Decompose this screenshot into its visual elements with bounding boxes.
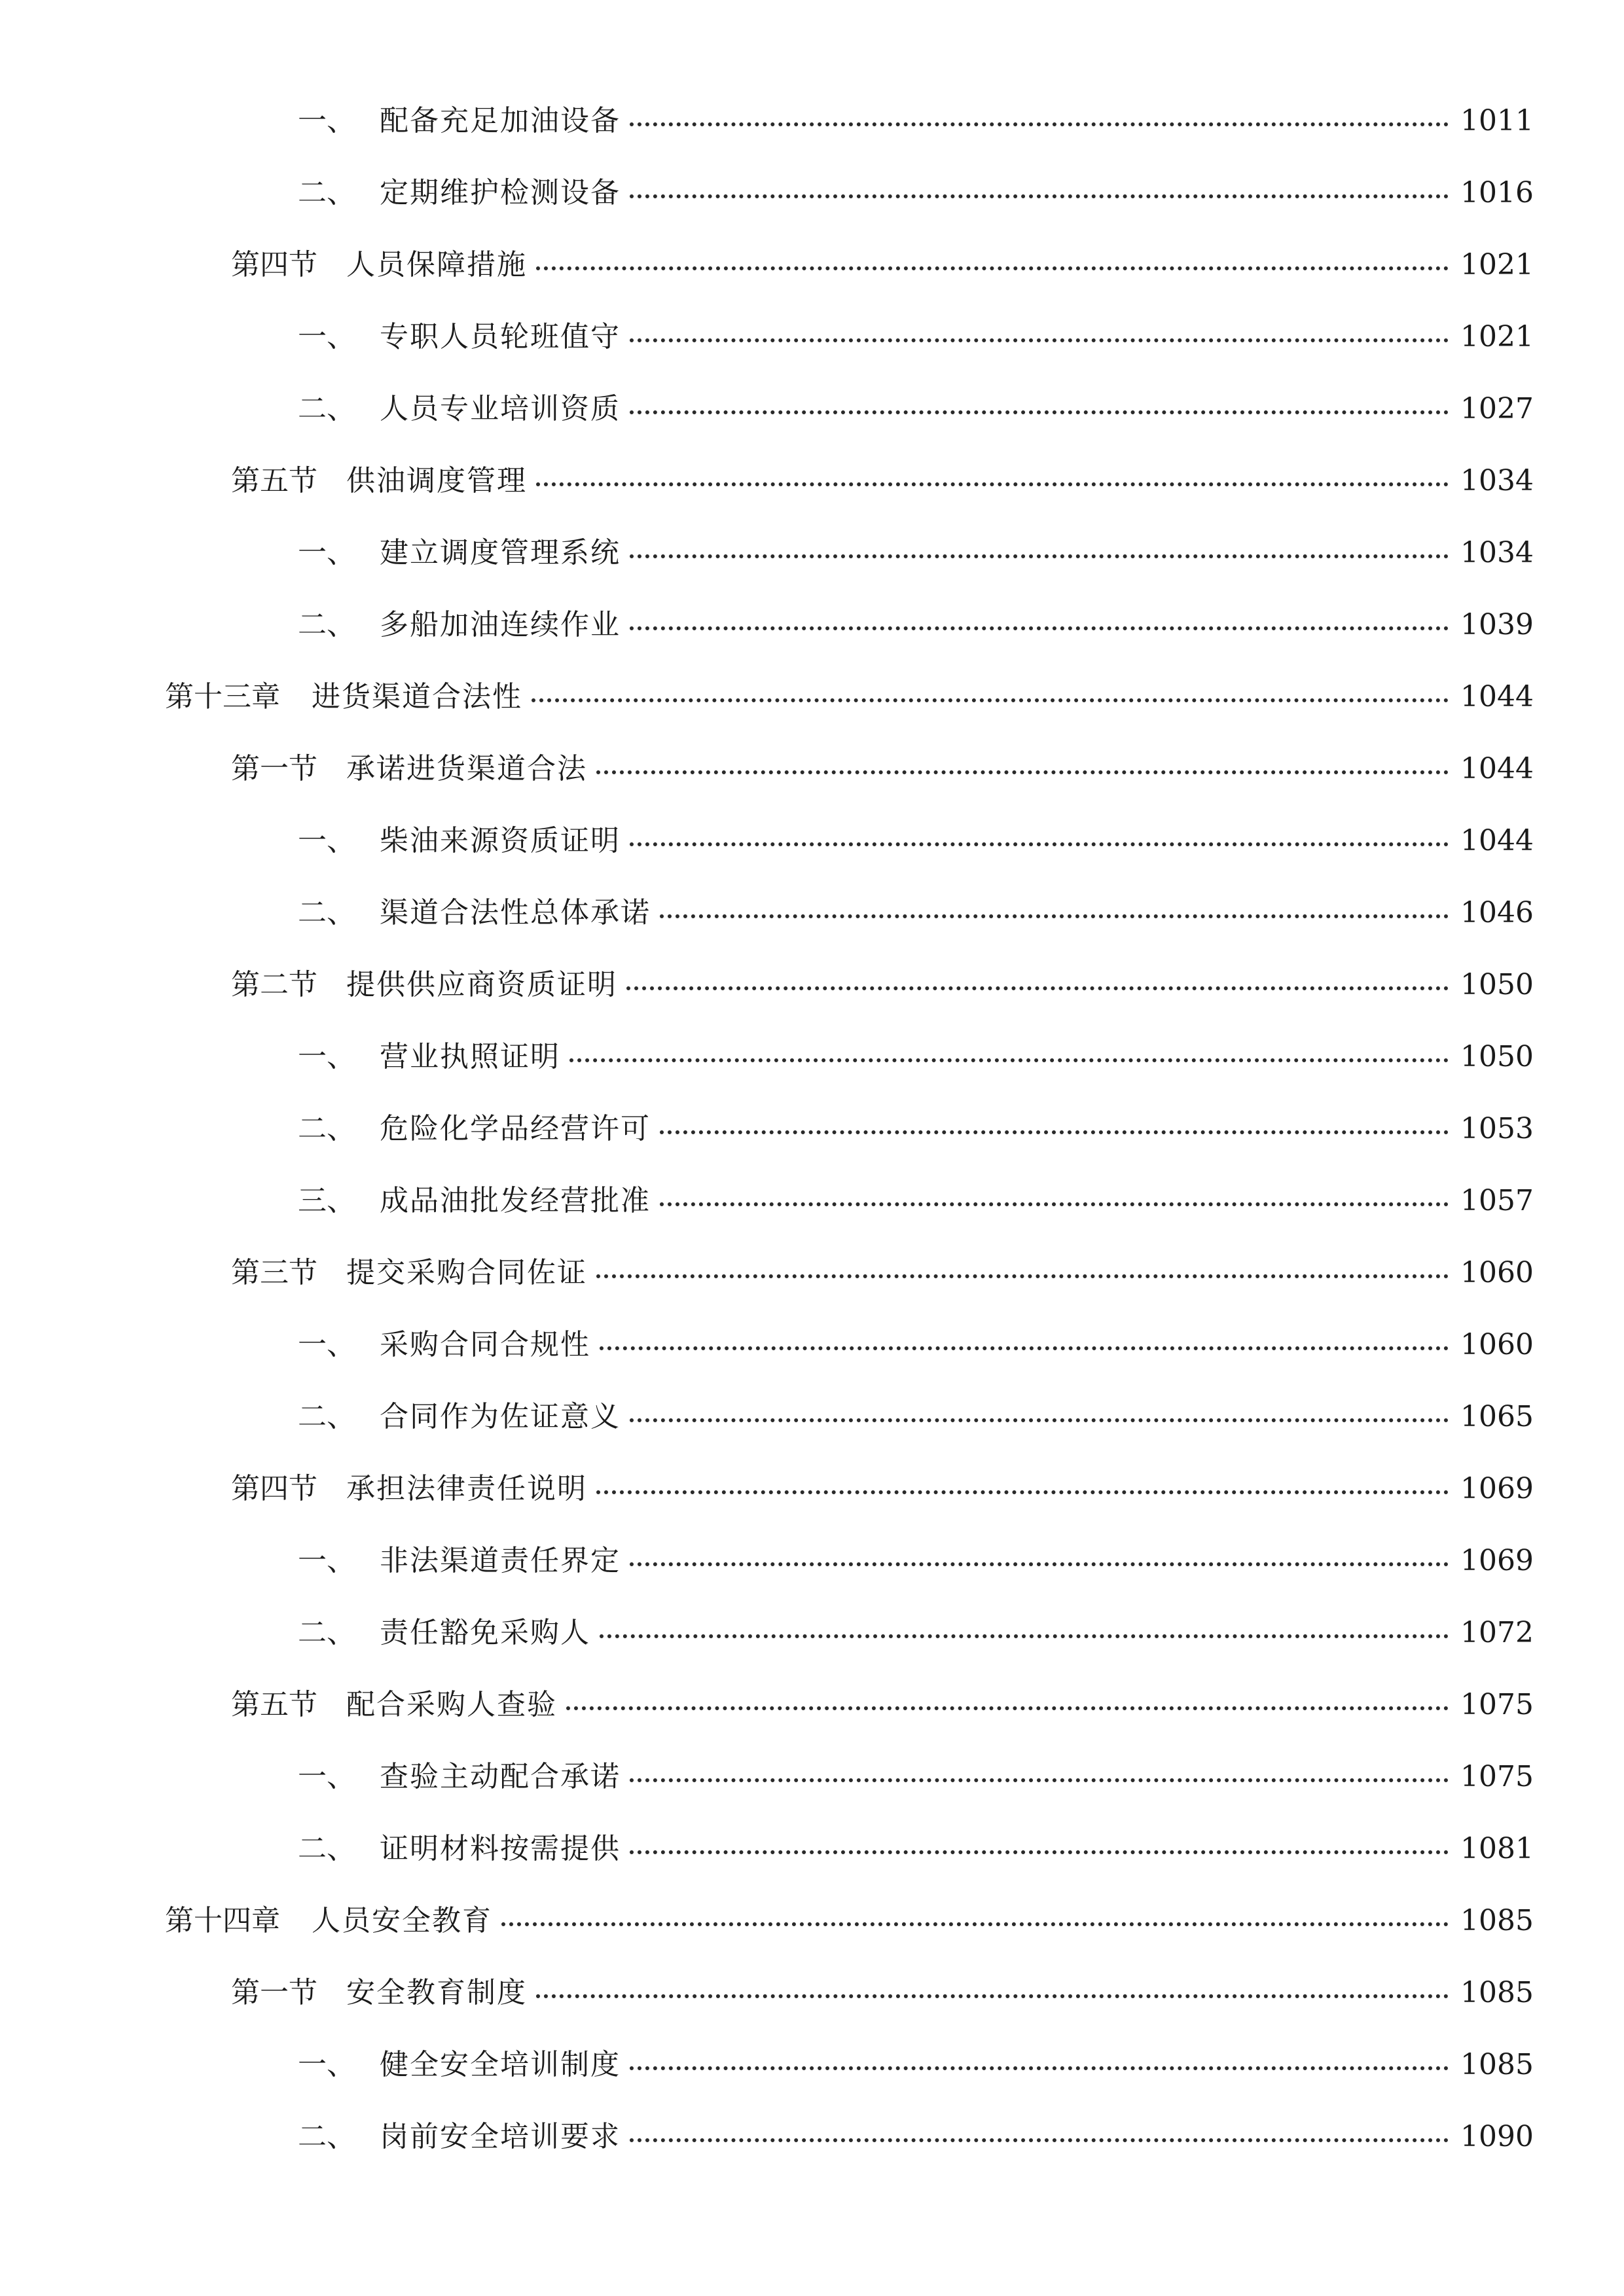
toc-entry-title: 提交采购合同佐证 [346,1256,587,1289]
toc-page-number: 1039 [1460,608,1534,641]
toc-chapter-row[interactable] [0,661,1624,733]
toc-page-number: 1021 [1460,320,1534,353]
toc-page-number: 1072 [1460,1616,1534,1649]
toc-entry-marker: 一、 [298,1544,355,1577]
toc-page-number: 1053 [1460,1112,1534,1145]
dot-leader [630,1850,1449,1854]
toc-entry-marker: 二、 [298,608,355,641]
dot-leader [532,698,1449,702]
toc-page-number: 1075 [1460,1760,1534,1793]
toc-entry-title: 合同作为佐证意义 [380,1400,621,1433]
toc-entry-marker: 第十四章 [165,1904,280,1937]
toc-entry-marker: 第一节 [231,752,317,785]
dot-leader [660,1202,1449,1206]
toc-subsection-row[interactable] [0,805,1624,877]
toc-page-number: 1011 [1460,104,1534,137]
toc-subsection-row[interactable] [0,2029,1624,2101]
toc-entry-title: 配备充足加油设备 [380,104,621,137]
toc-entry-marker: 第四节 [231,1472,317,1505]
toc-page-number: 1085 [1460,1976,1534,2009]
toc-entry-title: 柴油来源资质证明 [380,824,621,857]
toc-entry-title: 供油调度管理 [346,464,527,497]
toc-chapter-row[interactable] [0,1885,1624,1957]
dot-leader [566,1706,1449,1710]
dot-leader [596,1490,1449,1494]
toc-page-number: 1044 [1460,680,1534,713]
toc-entry-title: 安全教育制度 [346,1976,527,2009]
toc-page-number: 1081 [1460,1832,1534,1865]
dot-leader [536,482,1449,486]
toc-entry-title: 人员保障措施 [346,248,527,281]
dot-leader [660,914,1449,918]
toc-entry-title: 人员专业培训资质 [380,392,621,425]
toc-entry-marker: 第一节 [231,1976,317,2009]
toc-entry-marker: 第二节 [231,968,317,1001]
toc-subsection-row[interactable] [0,877,1624,949]
dot-leader [626,986,1449,990]
toc-page-number: 1050 [1460,1040,1534,1073]
toc-subsection-row[interactable] [0,1741,1624,1813]
toc-page-number: 1050 [1460,968,1534,1001]
toc-entry-marker: 一、 [298,320,355,353]
dot-leader [630,338,1449,342]
toc-section-row[interactable] [0,1669,1624,1741]
toc-subsection-row[interactable] [0,1813,1624,1885]
toc-entry-title: 建立调度管理系统 [380,536,621,569]
dot-leader [630,554,1449,558]
toc-entry-title: 专职人员轮班值守 [380,320,621,353]
dot-leader [630,842,1449,846]
dot-leader [630,122,1449,126]
toc-subsection-row[interactable] [0,1381,1624,1453]
dot-leader [660,1130,1449,1134]
toc-page-number: 1044 [1460,824,1534,857]
toc-subsection-row[interactable] [0,589,1624,661]
dot-leader [630,410,1449,414]
dot-leader [536,1994,1449,1998]
toc-section-row[interactable] [0,1957,1624,2029]
dot-leader [630,2066,1449,2070]
toc-subsection-row[interactable] [0,1165,1624,1237]
toc-subsection-row[interactable] [0,373,1624,445]
dot-leader [630,626,1449,630]
toc-page-number: 1065 [1460,1400,1534,1433]
toc-entry-marker: 第三节 [231,1256,317,1289]
toc-entry-title: 责任豁免采购人 [380,1616,590,1649]
toc-entry-title: 承诺进货渠道合法 [346,752,587,785]
toc-page-number: 1075 [1460,1688,1534,1721]
dot-leader [600,1634,1449,1638]
toc-page-number: 1046 [1460,896,1534,929]
toc-page-number: 1016 [1460,176,1534,209]
toc-subsection-row[interactable] [0,1093,1624,1165]
dot-leader [600,1346,1449,1350]
toc-entry-title: 提供供应商资质证明 [346,968,617,1001]
toc-entry-marker: 一、 [298,1040,355,1073]
toc-entry-title: 证明材料按需提供 [380,1832,621,1865]
toc-entry-title: 非法渠道责任界定 [380,1544,621,1577]
toc-entry-marker: 二、 [298,896,355,929]
toc-entry-marker: 第五节 [231,464,317,497]
toc-section-row[interactable] [0,1453,1624,1525]
toc-page-number: 1034 [1460,464,1534,497]
toc-page-number: 1085 [1460,1904,1534,1937]
toc-entry-marker: 二、 [298,1832,355,1865]
toc-section-row[interactable] [0,445,1624,517]
toc-section-row[interactable] [0,229,1624,301]
dot-leader [596,770,1449,774]
dot-leader [630,1418,1449,1422]
toc-entry-marker: 三、 [298,1184,355,1217]
toc-entry-title: 成品油批发经营批准 [380,1184,651,1217]
toc-page-number: 1085 [1460,2048,1534,2081]
toc-subsection-row[interactable] [0,1597,1624,1669]
toc-entry-title: 查验主动配合承诺 [380,1760,621,1793]
toc-page-number: 1060 [1460,1256,1534,1289]
toc-section-row[interactable] [0,1237,1624,1309]
toc-entry-marker: 二、 [298,176,355,209]
dot-leader [630,1562,1449,1566]
dot-leader [569,1058,1449,1062]
toc-page-number: 1021 [1460,248,1534,281]
toc-entry-title: 进货渠道合法性 [312,680,522,713]
dot-leader [630,1778,1449,1782]
table-of-contents [0,85,1624,2173]
toc-page-number: 1060 [1460,1328,1534,1361]
toc-entry-title: 营业执照证明 [380,1040,560,1073]
toc-entry-title: 危险化学品经营许可 [380,1112,651,1145]
toc-page-number: 1027 [1460,392,1534,425]
toc-entry-title: 采购合同合规性 [380,1328,590,1361]
toc-entry-marker: 二、 [298,1616,355,1649]
toc-entry-marker: 二、 [298,1112,355,1145]
toc-entry-marker: 二、 [298,1400,355,1433]
toc-entry-marker: 二、 [298,392,355,425]
toc-entry-title: 承担法律责任说明 [346,1472,587,1505]
toc-entry-marker: 一、 [298,104,355,137]
toc-page-number: 1069 [1460,1472,1534,1505]
toc-page-number: 1057 [1460,1184,1534,1217]
toc-page-number: 1034 [1460,536,1534,569]
dot-leader [596,1274,1449,1278]
toc-subsection-row[interactable] [0,517,1624,589]
toc-entry-marker: 一、 [298,536,355,569]
toc-entry-marker: 第四节 [231,248,317,281]
toc-subsection-row[interactable] [0,301,1624,373]
toc-entry-title: 配合采购人查验 [346,1688,557,1721]
toc-entry-marker: 二、 [298,2120,355,2153]
toc-subsection-row[interactable] [0,1525,1624,1597]
toc-subsection-row[interactable] [0,157,1624,229]
toc-entry-title: 健全安全培训制度 [380,2048,621,2081]
toc-entry-marker: 一、 [298,1328,355,1361]
dot-leader [536,266,1449,270]
toc-subsection-row[interactable] [0,1021,1624,1093]
toc-section-row[interactable] [0,733,1624,805]
toc-entry-marker: 第五节 [231,1688,317,1721]
toc-page-number: 1090 [1460,2120,1534,2153]
dot-leader [501,1922,1449,1926]
toc-section-row[interactable] [0,949,1624,1021]
toc-subsection-row[interactable] [0,85,1624,157]
toc-page-number: 1069 [1460,1544,1534,1577]
toc-entry-title: 定期维护检测设备 [380,176,621,209]
toc-entry-title: 岗前安全培训要求 [380,2120,621,2153]
toc-entry-title: 渠道合法性总体承诺 [380,896,651,929]
toc-subsection-row[interactable] [0,1309,1624,1381]
toc-entry-marker: 第十三章 [165,680,280,713]
toc-subsection-row[interactable] [0,2101,1624,2173]
dot-leader [630,194,1449,198]
toc-entry-title: 人员安全教育 [312,1904,492,1937]
toc-entry-marker: 一、 [298,1760,355,1793]
toc-page-number: 1044 [1460,752,1534,785]
toc-entry-title: 多船加油连续作业 [380,608,621,641]
toc-entry-marker: 一、 [298,2048,355,2081]
dot-leader [630,2138,1449,2142]
toc-entry-marker: 一、 [298,824,355,857]
